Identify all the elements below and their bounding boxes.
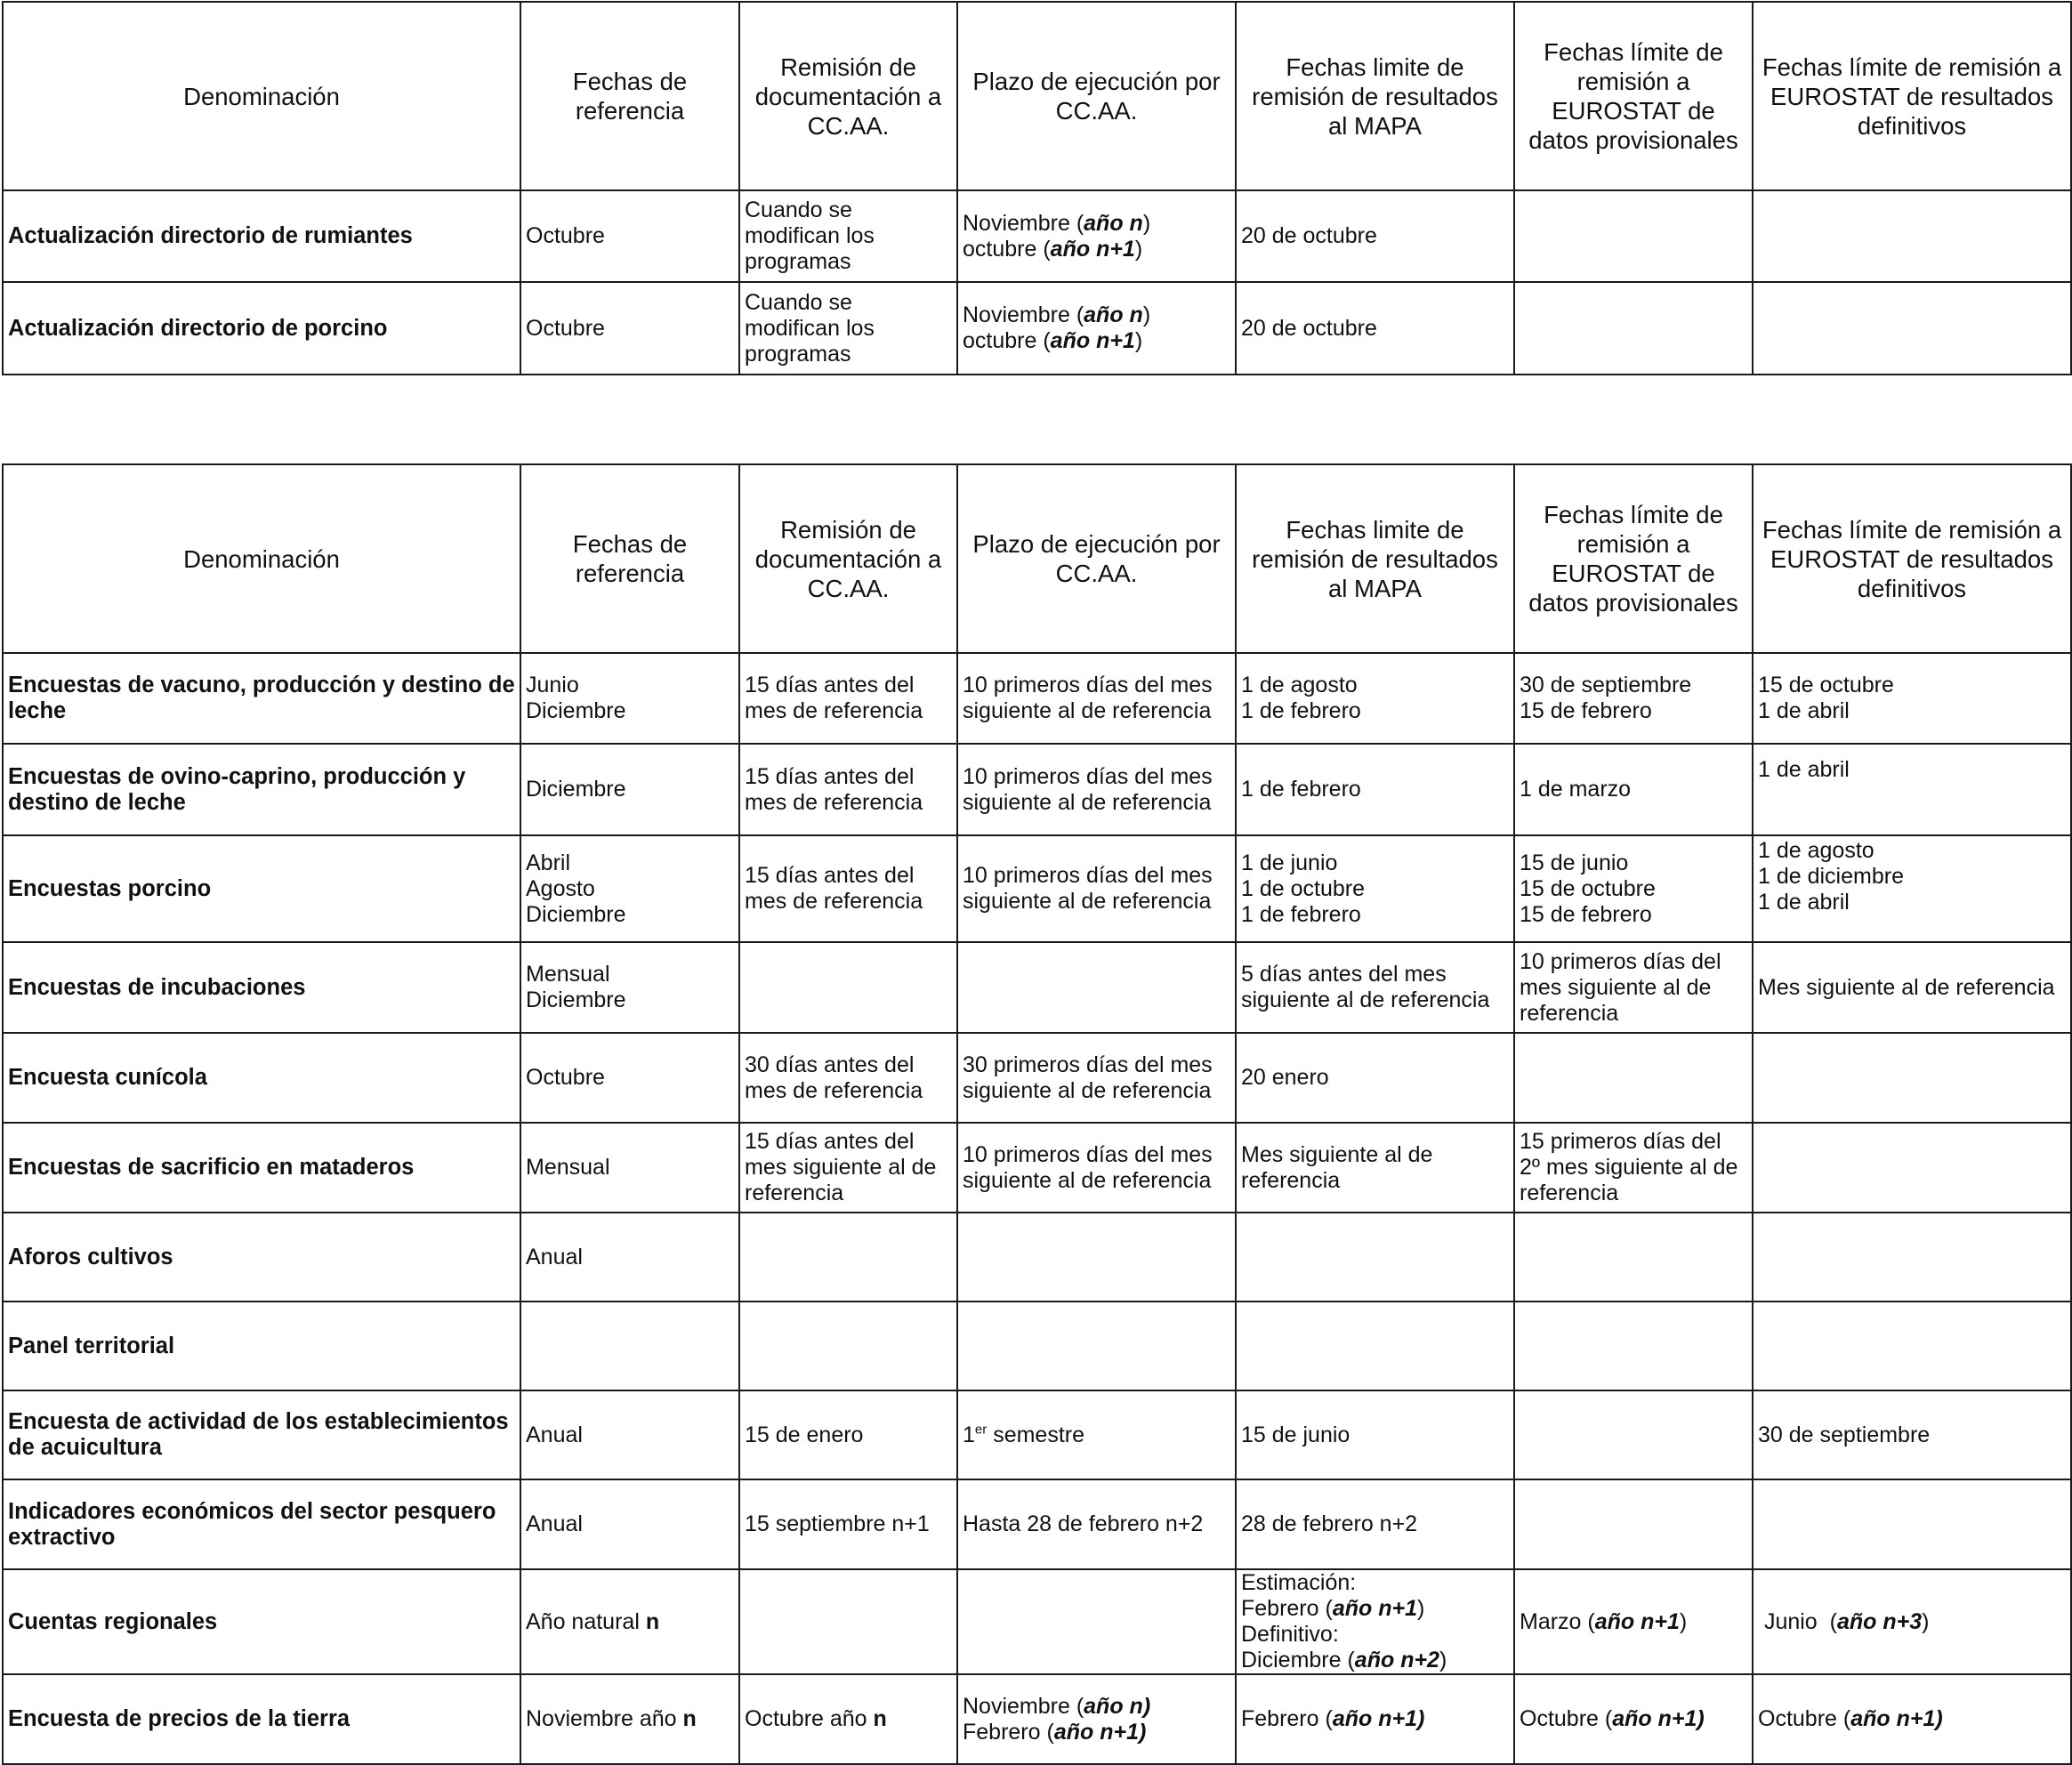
table-row bbox=[3, 942, 2071, 1033]
row-plazo bbox=[957, 1213, 1236, 1302]
header-eurostat-definitivos: Fechas límite de remisión a EUROSTAT de resultados definitivos bbox=[1753, 2, 2071, 190]
row-mapa: 20 de octubre bbox=[1236, 282, 1514, 375]
table-row bbox=[3, 653, 2071, 744]
header-remision-documentacion: Remisión de documentación a CC.AA. bbox=[739, 2, 957, 190]
row-mapa: 1 de agosto 1 de febrero bbox=[1236, 653, 1514, 744]
row-mapa: 28 de febrero n+2 bbox=[1236, 1479, 1514, 1569]
row-ref: Octubre bbox=[520, 190, 739, 282]
row-plazo bbox=[957, 942, 1236, 1033]
header-fechas-referencia: Fechas de referencia bbox=[520, 464, 739, 653]
row-name: Panel territorial bbox=[3, 1302, 520, 1390]
table-row bbox=[3, 1674, 2071, 1764]
row-definitivos: 15 de octubre 1 de abril bbox=[1753, 653, 2071, 744]
row-name: Encuesta de actividad de los establecimientos de acuicultura bbox=[3, 1390, 520, 1479]
directory-update-table bbox=[2, 1, 2072, 375]
row-definitivos: Mes siguiente al de referencia bbox=[1753, 942, 2071, 1033]
table-row bbox=[3, 1033, 2071, 1123]
row-provisionales bbox=[1514, 282, 1753, 375]
row-provisionales bbox=[1514, 190, 1753, 282]
row-mapa: Febrero (año n+1) bbox=[1236, 1674, 1514, 1764]
row-plazo: 10 primeros días del mes siguiente al de referencia bbox=[957, 653, 1236, 744]
row-remision: 15 días antes del mes de referencia bbox=[739, 835, 957, 942]
header-row bbox=[3, 2, 2071, 190]
header-fechas-referencia: Fechas de referencia bbox=[520, 2, 739, 190]
row-name: Cuentas regionales bbox=[3, 1569, 520, 1674]
header-plazo-ejecucion: Plazo de ejecución por CC.AA. bbox=[957, 464, 1236, 653]
row-provisionales bbox=[1514, 1302, 1753, 1390]
row-ref: Anual bbox=[520, 1390, 739, 1479]
row-provisionales bbox=[1514, 1033, 1753, 1123]
row-definitivos bbox=[1753, 282, 2071, 375]
row-provisionales: 1 de marzo bbox=[1514, 744, 1753, 835]
row-remision: 15 días antes del mes de referencia bbox=[739, 653, 957, 744]
row-provisionales: Octubre (año n+1) bbox=[1514, 1674, 1753, 1764]
plazo-line-1: Noviembre (año n) bbox=[963, 210, 1151, 236]
row-plazo: 10 primeros días del mes siguiente al de referencia bbox=[957, 1123, 1236, 1213]
row-plazo: Hasta 28 de febrero n+2 bbox=[957, 1479, 1236, 1569]
row-remision bbox=[739, 1213, 957, 1302]
row-mapa bbox=[1236, 1302, 1514, 1390]
row-definitivos bbox=[1753, 1213, 2071, 1302]
row-provisionales bbox=[1514, 1213, 1753, 1302]
table-row bbox=[3, 190, 2071, 282]
table-row bbox=[3, 1213, 2071, 1302]
row-mapa: Estimación: Febrero (año n+1) Definitivo: Diciembre (año n+2) bbox=[1236, 1569, 1514, 1674]
row-ref: Noviembre año n bbox=[520, 1674, 739, 1764]
header-eurostat-definitivos: Fechas límite de remisión a EUROSTAT de resultados definitivos bbox=[1753, 464, 2071, 653]
row-provisionales: 10 primeros días del mes siguiente al de referencia bbox=[1514, 942, 1753, 1033]
row-remision bbox=[739, 1302, 957, 1390]
row-name: Encuesta de precios de la tierra bbox=[3, 1674, 520, 1764]
row-name: Encuestas de ovino-caprino, producción y destino de leche bbox=[3, 744, 520, 835]
row-definitivos: 30 de septiembre bbox=[1753, 1390, 2071, 1479]
row-plazo bbox=[957, 282, 1236, 375]
row-definitivos: Octubre (año n+1) bbox=[1753, 1674, 2071, 1764]
row-mapa: 15 de junio bbox=[1236, 1390, 1514, 1479]
surveys-schedule-table bbox=[2, 463, 2072, 1765]
row-plazo bbox=[957, 1302, 1236, 1390]
row-mapa: Mes siguiente al de referencia bbox=[1236, 1123, 1514, 1213]
row-mapa: 20 de octubre bbox=[1236, 190, 1514, 282]
plazo-line-1: Noviembre (año n) bbox=[963, 302, 1151, 327]
header-plazo-ejecucion: Plazo de ejecución por CC.AA. bbox=[957, 2, 1236, 190]
row-name: Encuestas de incubaciones bbox=[3, 942, 520, 1033]
row-remision: 15 días antes del mes de referencia bbox=[739, 744, 957, 835]
row-definitivos: 1 de abril bbox=[1753, 744, 2071, 835]
row-plazo bbox=[957, 190, 1236, 282]
row-ref: Octubre bbox=[520, 282, 739, 375]
row-plazo: Noviembre (año n) Febrero (año n+1) bbox=[957, 1674, 1236, 1764]
row-provisionales bbox=[1514, 1479, 1753, 1569]
plazo-line-2: octubre (año n+1) bbox=[963, 236, 1143, 262]
row-plazo: 10 primeros días del mes siguiente al de referencia bbox=[957, 835, 1236, 942]
row-mapa: 1 de febrero bbox=[1236, 744, 1514, 835]
row-name: Aforos cultivos bbox=[3, 1213, 520, 1302]
row-plazo: 30 primeros días del mes siguiente al de referencia bbox=[957, 1033, 1236, 1123]
row-mapa bbox=[1236, 1213, 1514, 1302]
row-ref: Anual bbox=[520, 1479, 739, 1569]
row-plazo bbox=[957, 1569, 1236, 1674]
header-remision-mapa: Fechas limite de remisión de resultados al MAPA bbox=[1236, 464, 1514, 653]
header-eurostat-provisionales: Fechas límite de remisión a EUROSTAT de datos provisionales bbox=[1514, 2, 1753, 190]
header-eurostat-provisionales: Fechas límite de remisión a EUROSTAT de datos provisionales bbox=[1514, 464, 1753, 653]
row-name: Indicadores económicos del sector pesquero extractivo bbox=[3, 1479, 520, 1569]
row-remision bbox=[739, 1569, 957, 1674]
row-definitivos: 1 de agosto 1 de diciembre 1 de abril bbox=[1753, 835, 2071, 942]
row-ref bbox=[520, 1302, 739, 1390]
row-ref: Diciembre bbox=[520, 744, 739, 835]
header-remision-mapa: Fechas limite de remisión de resultados al MAPA bbox=[1236, 2, 1514, 190]
row-mapa: 5 días antes del mes siguiente al de referencia bbox=[1236, 942, 1514, 1033]
table-row bbox=[3, 1569, 2071, 1674]
row-name: Actualización directorio de porcino bbox=[3, 282, 520, 375]
row-plazo: 1er semestre bbox=[957, 1390, 1236, 1479]
row-name: Encuesta cunícola bbox=[3, 1033, 520, 1123]
row-name: Actualización directorio de rumiantes bbox=[3, 190, 520, 282]
row-provisionales: Marzo (año n+1) bbox=[1514, 1569, 1753, 1674]
row-definitivos bbox=[1753, 1479, 2071, 1569]
row-definitivos bbox=[1753, 190, 2071, 282]
header-denominacion: Denominación bbox=[3, 2, 520, 190]
table-row bbox=[3, 1123, 2071, 1213]
row-plazo: 10 primeros días del mes siguiente al de referencia bbox=[957, 744, 1236, 835]
row-definitivos bbox=[1753, 1033, 2071, 1123]
table-row bbox=[3, 1302, 2071, 1390]
row-ref: Octubre bbox=[520, 1033, 739, 1123]
row-provisionales: 15 de junio 15 de octubre 15 de febrero bbox=[1514, 835, 1753, 942]
row-definitivos bbox=[1753, 1302, 2071, 1390]
row-ref: Anual bbox=[520, 1213, 739, 1302]
table-row bbox=[3, 835, 2071, 942]
row-name: Encuestas porcino bbox=[3, 835, 520, 942]
row-ref: Mensual Diciembre bbox=[520, 942, 739, 1033]
table-row bbox=[3, 744, 2071, 835]
row-provisionales: 30 de septiembre 15 de febrero bbox=[1514, 653, 1753, 744]
table-row bbox=[3, 1479, 2071, 1569]
row-definitivos: Junio (año n+3) bbox=[1753, 1569, 2071, 1674]
row-remision: 15 días antes del mes siguiente al de referencia bbox=[739, 1123, 957, 1213]
plazo-line-2: octubre (año n+1) bbox=[963, 328, 1143, 353]
header-row bbox=[3, 464, 2071, 653]
row-mapa: 1 de junio 1 de octubre 1 de febrero bbox=[1236, 835, 1514, 942]
row-remision bbox=[739, 942, 957, 1033]
row-remision: Octubre año n bbox=[739, 1674, 957, 1764]
row-name: Encuestas de vacuno, producción y destino de leche bbox=[3, 653, 520, 744]
table-row bbox=[3, 1390, 2071, 1479]
row-ref: Abril Agosto Diciembre bbox=[520, 835, 739, 942]
row-name: Encuestas de sacrificio en mataderos bbox=[3, 1123, 520, 1213]
row-remision: 30 días antes del mes de referencia bbox=[739, 1033, 957, 1123]
header-remision-documentacion: Remisión de documentación a CC.AA. bbox=[739, 464, 957, 653]
row-remision: 15 de enero bbox=[739, 1390, 957, 1479]
row-definitivos bbox=[1753, 1123, 2071, 1213]
row-ref: Mensual bbox=[520, 1123, 739, 1213]
row-ref: Año natural n bbox=[520, 1569, 739, 1674]
row-mapa: 20 enero bbox=[1236, 1033, 1514, 1123]
table-row bbox=[3, 282, 2071, 375]
row-ref: Junio Diciembre bbox=[520, 653, 739, 744]
row-provisionales bbox=[1514, 1390, 1753, 1479]
row-provisionales: 15 primeros días del 2º mes siguiente al de referencia bbox=[1514, 1123, 1753, 1213]
row-remision: Cuando se modifican los programas bbox=[739, 190, 957, 282]
row-remision: 15 septiembre n+1 bbox=[739, 1479, 957, 1569]
header-denominacion: Denominación bbox=[3, 464, 520, 653]
row-remision: Cuando se modifican los programas bbox=[739, 282, 957, 375]
